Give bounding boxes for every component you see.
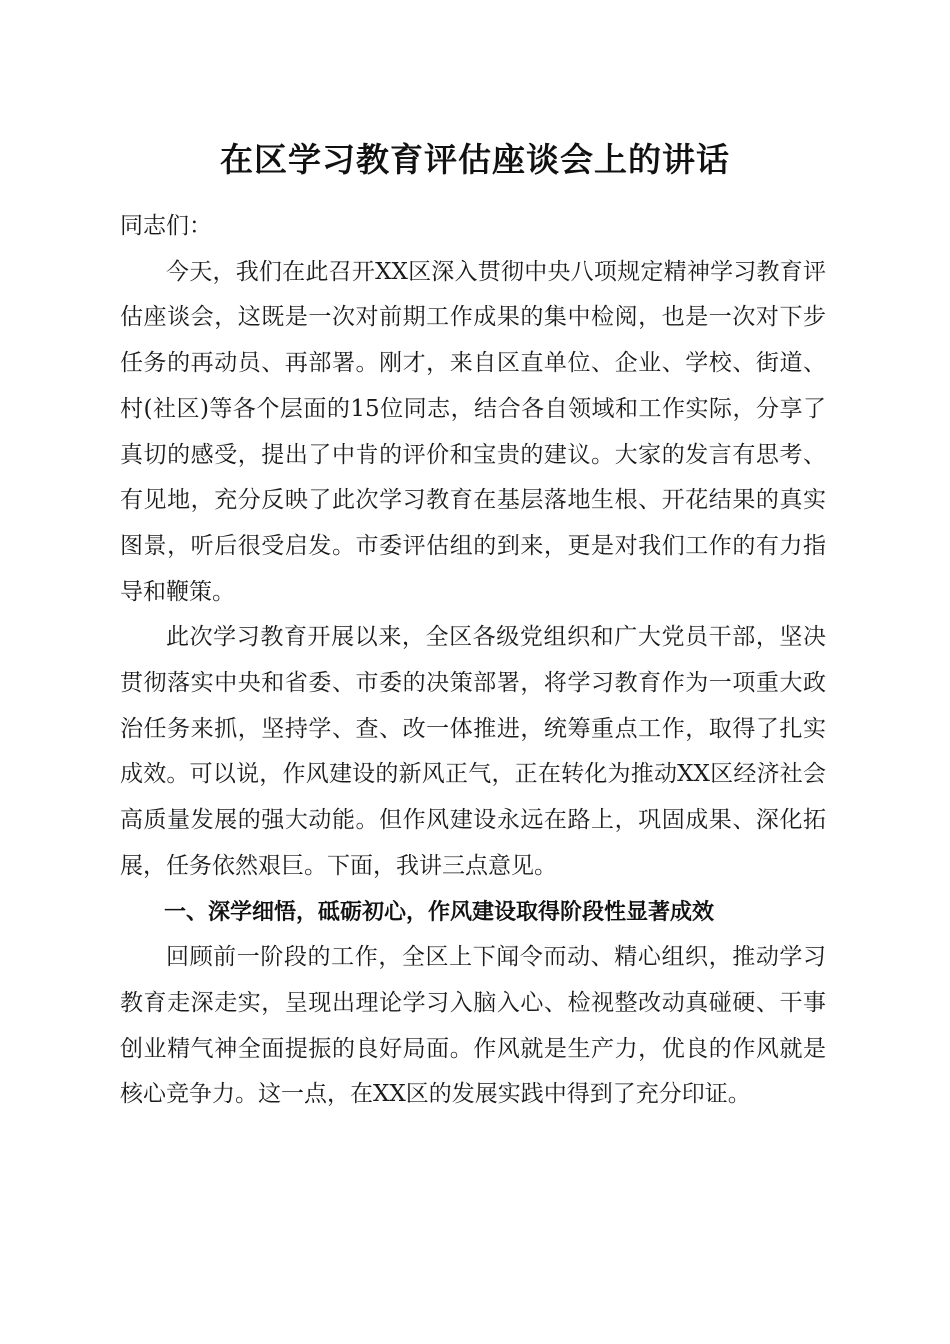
section-paragraph-1: 回顾前一阶段的工作，全区上下闻令而动、精心组织，推动学习教育走深走实，呈现出理论学习入脑入心、检视整改动真碰硬、干事创业精气神全面提振的良好局面。作风就是生产力，优良的作风就是核心竞争力。这一点，在XX区的发展实践中得到了充分印证。 [120,944,826,1108]
body-paragraph-1: 今天，我们在此召开XX区深入贯彻中央八项规定精神学习教育评估座谈会，这既是一次对前期工作成果的集中检阅，也是一次对下步任务的再动员、再部署。刚才，来自区直单位、企业、学校、街道、村(社区)等各个层面的15位同志，结合各自领域和工作实际，分享了真切的感受，提出了中肯的评价和宝贵的建议。大家的发言有思考、有见地，充分反映了此次学习教育在基层落地生根、开花结果的真实图景，听后很受启发。市委评估组的到来，更是对我们工作的有力指导和鞭策。 [120,258,826,605]
document-title: 在区学习教育评估座谈会上的讲话 [220,140,730,179]
salutation: 同志们： [120,213,212,239]
section-heading-1: 一、深学细悟，砥砺初心，作风建设取得阶段性显著成效 [164,899,715,925]
document-body [120,204,826,1118]
body-paragraph-2: 此次学习教育开展以来，全区各级党组织和广大党员干部，坚决贯彻落实中央和省委、市委的决策部署，将学习教育作为一项重大政治任务来抓，坚持学、查、改一体推进，统筹重点工作，取得了扎实成效。可以说，作风建设的新风正气，正在转化为推动XX区经济社会高质量发展的强大动能。但作风建设永远在路上，巩固成果、深化拓展，任务依然艰巨。下面，我讲三点意见。 [120,624,826,879]
